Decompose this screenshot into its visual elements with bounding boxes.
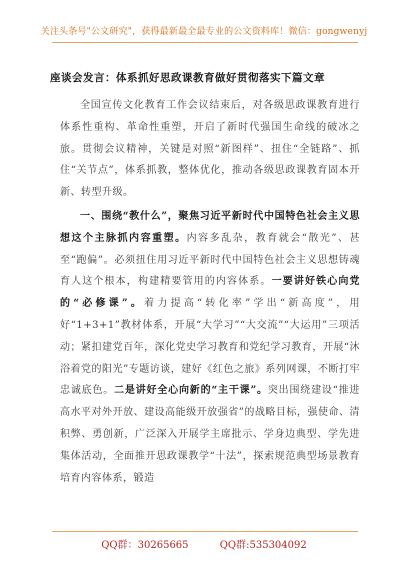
- footer-qq-group-2: QQ群:535304092: [219, 540, 307, 551]
- footer: [0, 536, 408, 551]
- header-divider: [52, 42, 358, 43]
- section-1-text-b: 着力提高“转化率”学出“新高度”，用好“1+3+1”教材体系，开展“大学习”“大交流”“大运用”三项活动；紧扣建党百年，深化党史学习教育和党纪学习教育，开展“沐浴着党的阳光”专题访谈，建好《红色之旅》系列网课，不断打牢忠诚底色。: [60, 298, 360, 397]
- section-1-point-1: 一要讲好铁心向党的“必修课”。: [60, 276, 361, 310]
- section-1-text-a: 内容多乱杂，教育就会“散光”、甚至“跑偏”。必须扭住用习近平新时代中国特色社会主义思想铸魂育人这个根本，构建精要管用的内容体系。: [60, 232, 361, 288]
- document-body: [60, 95, 360, 489]
- paragraph-section-1: [60, 206, 360, 489]
- section-1-point-2: 二是讲好全心向新的“主干课”。: [114, 385, 268, 397]
- section-1-heading: 一、围绕“教什么”，聚焦习近平新时代中国特色社会主义思想这个主脉抓内容重塑。: [60, 210, 360, 244]
- section-1-text-c: 突出围绕建设“推进高水平对外开放、建设高能级开放强省”的战略目标，强使命、清积弊、勇创新，广泛深入开展学主席批示、学身边典型、学先进集体活动，全面推开思政课教学“十法”，探索规范典型场景教育培育内容体系，锻造: [60, 385, 360, 484]
- document-title: 座谈会发言：体系抓好思政课教育做好贯彻落实下篇文章: [50, 72, 325, 84]
- footer-divider: [52, 531, 358, 532]
- header-banner: 关注头条号"公文研究"，获得最新最全最专业的公文资料库！微信：gongwenyj: [40, 27, 368, 37]
- footer-qq-group-1: QQ群：30265665: [101, 540, 189, 551]
- paragraph-intro: 全国宣传文化教育工作会议结束后，对各级思政课教育进行体系性重构、革命性重塑，开启了新时代强国生命线的破冰之旅。贯彻会议精神，关键是对照“新图样”、扭住“全链路”、抓住“关节点”，体系抓教，整体优化，推动各级思政课教育固本开新、转型升级。: [60, 100, 360, 199]
